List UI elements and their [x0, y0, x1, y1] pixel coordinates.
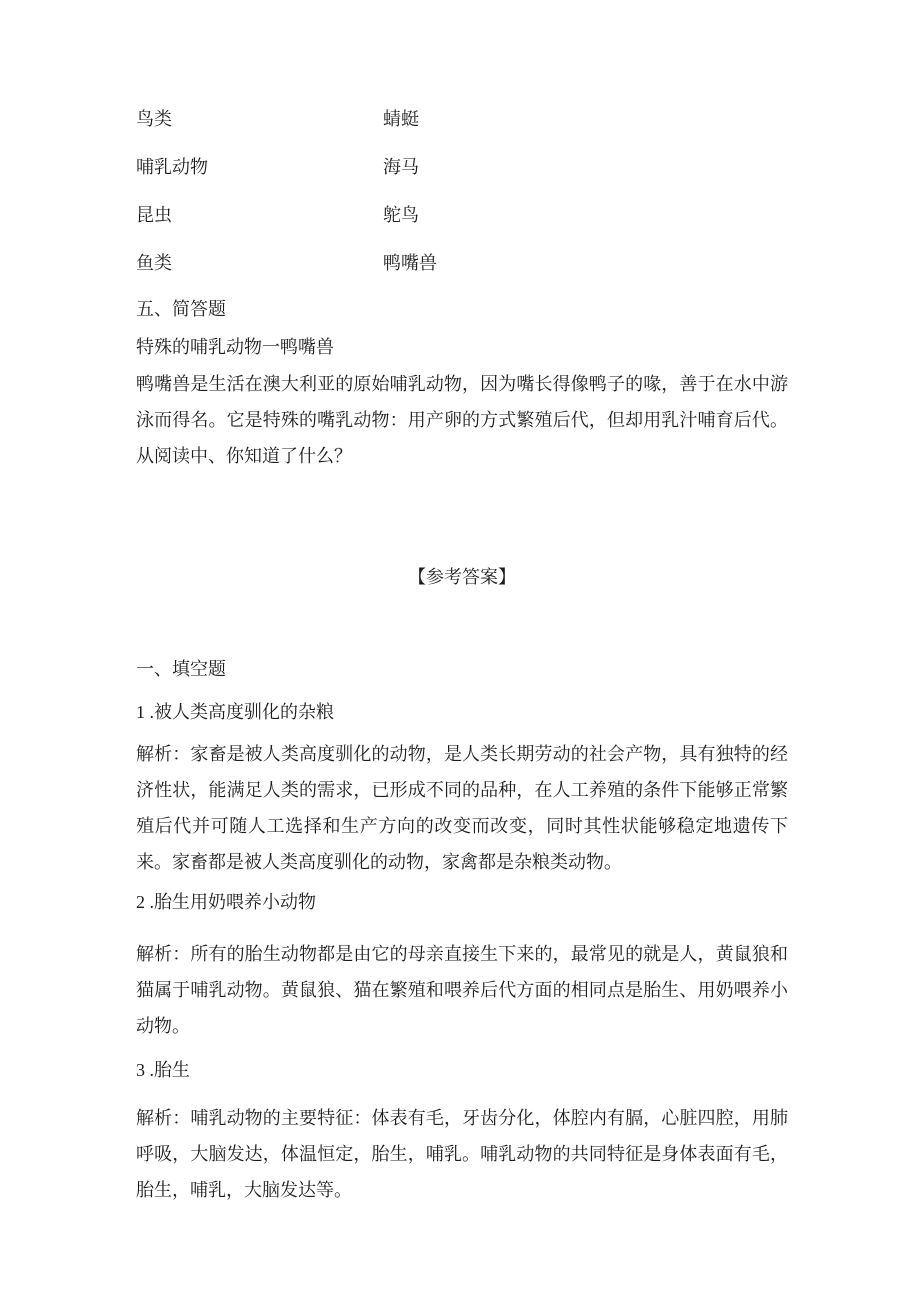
match-left-label: 哺乳动物 [136, 157, 208, 177]
answer-item-analysis: 解析：家畜是被人类高度驯化的动物，是人类长期劳动的社会产物，具有独特的经济性状，能满足人类的需求，已形成不同的品种，在人工养殖的条件下能够正常繁殖后代并可随人工选择和生产方向的改变而改变，同时其性状能够稳定地遗传下来。家畜都是被人类高度驯化的动物，家禽都是杂粮类动物。 [136, 744, 788, 872]
match-left-label: 昆虫 [136, 205, 172, 225]
match-row [136, 254, 788, 272]
match-right-label: 鸭嘴兽 [383, 253, 437, 273]
answer-item-analysis: 解析：所有的胎生动物都是由它的母亲直接生下来的，最常见的就是人，黄鼠狼和猫属于哺乳动物。黄鼠狼、猫在繁殖和喂养后代方面的相同点是胎生、用奶喂养小动物。 [136, 944, 788, 1036]
fill-in-heading: 一、填空题 [136, 659, 226, 679]
answer-item-label: 2 .胎生用奶喂养小动物 [136, 892, 316, 912]
match-right-label: 鸵鸟 [383, 205, 419, 225]
section-five-heading: 五、简答题 [136, 299, 226, 319]
match-right-label: 海马 [383, 157, 419, 177]
match-left-label: 鱼类 [136, 253, 172, 273]
answer-key-title: 【参考答案】 [408, 567, 516, 587]
match-row [136, 158, 788, 176]
match-row [136, 110, 788, 128]
match-left-label: 鸟类 [136, 109, 172, 129]
answer-item-label: 3 .胎生 [136, 1060, 190, 1080]
match-row [136, 206, 788, 224]
matching-section [136, 110, 788, 272]
document-page [136, 0, 788, 1208]
answer-item-label: 1 .被人类高度驯化的杂粮 [136, 702, 334, 722]
section-five-body: 鸭嘴兽是生活在澳大利亚的原始哺乳动物，因为嘴长得像鸭子的喙，善于在水中游泳而得名。它是特殊的嘴乳动物：用产卵的方式繁殖后代，但却用乳汁哺育后代。从阅读中、你知道了什么？ [136, 374, 788, 466]
match-right-label: 蜻蜓 [383, 109, 419, 129]
answer-item-analysis: 解析：哺乳动物的主要特征：体表有毛，牙齿分化，体腔内有膈，心脏四腔，用肺呼吸，大脑发达，体温恒定，胎生，哺乳。哺乳动物的共同特征是身体表面有毛，胎生，哺乳，大脑发达等。 [136, 1108, 788, 1200]
section-five-subtitle: 特殊的哺乳动物一鸭嘴兽 [136, 337, 334, 357]
